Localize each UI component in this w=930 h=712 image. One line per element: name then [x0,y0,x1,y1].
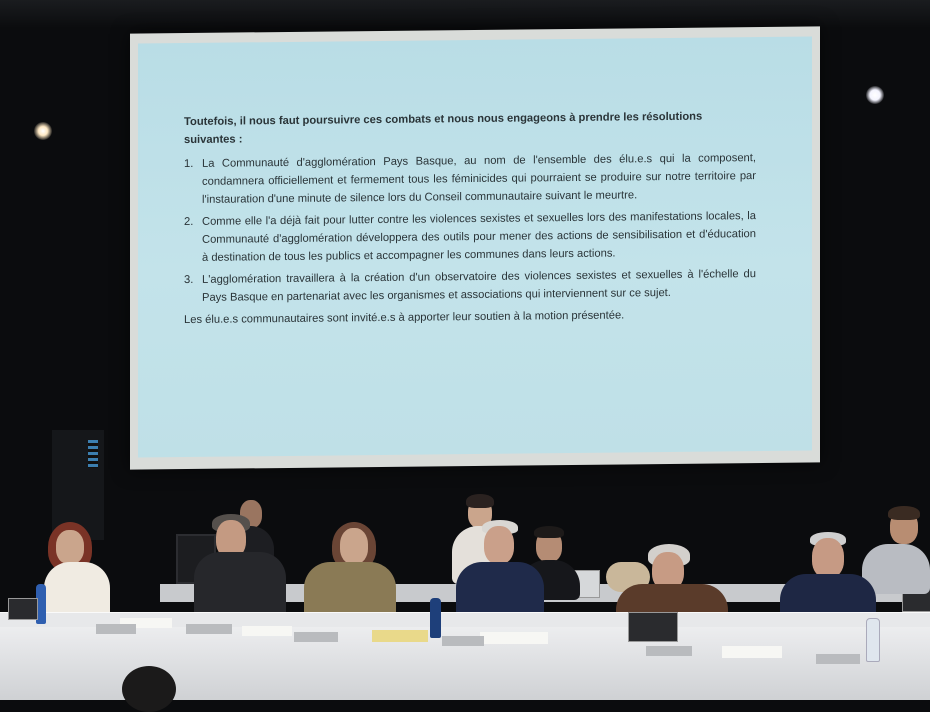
stage-light-left [34,122,52,140]
laptop [628,612,678,642]
resolution-item [184,149,756,209]
nameplate [442,636,484,646]
resolution-item [184,265,756,307]
resolution-number: 3. [184,273,194,287]
nameplate [186,624,232,634]
nameplate [646,646,692,656]
projection-screen-frame [130,26,820,469]
resolution-number: 2. [184,215,194,229]
equipment-indicator-lights [88,440,98,468]
paper-document [722,646,782,658]
resolution-text: L'agglomération travaillera à la création d'un observatoire des violences sexistes et sexuelles à l'échelle du Pays Basque en partenariat avec les organismes et associations qui interviennent sur ce sujet. [202,268,756,304]
audience-head [122,666,176,712]
ceiling-truss [0,0,930,28]
nameplate [96,624,136,634]
resolution-item [184,207,756,267]
slide-intro: Toutefois, il nous faut poursuivre ces combats et nous nous engageons à prendre les résolutions suivantes : [184,110,703,147]
slide-closing: Les élu.e.s communautaires sont invité.e.s à apporter leur soutien à la motion présentée. [184,309,625,327]
projection-screen [138,36,812,457]
nameplate [816,654,860,664]
resolution-text: Comme elle l'a déjà fait pour lutter contre les violences sexistes et sexuelles lors des manifestations locales, la Communauté d'agglomération développera des outils pour mener des actions de sensibilisation et d'éducation à destination de tous les publics et accompagner les communes dans leurs actions. [202,210,756,264]
nameplate [294,632,338,642]
resolution-number: 1. [184,157,194,171]
laptop [8,598,38,620]
resolution-text: La Communauté d'agglomération Pays Basque, au nom de l'ensemble des élu.e.s qui la composent, condamnera officiellement et fermement tous les féminicides qui pourraient se produire sur notre territoire par l'instauration d'une minute de silence lors du Conseil communautaire suivant le meurtre. [202,152,756,206]
water-bottle [866,618,880,662]
stage-light-right [866,86,884,104]
slide-content [184,107,756,340]
water-bottle [430,598,441,638]
paper-document [242,626,292,636]
paper-document [480,632,548,644]
folder [372,630,428,642]
